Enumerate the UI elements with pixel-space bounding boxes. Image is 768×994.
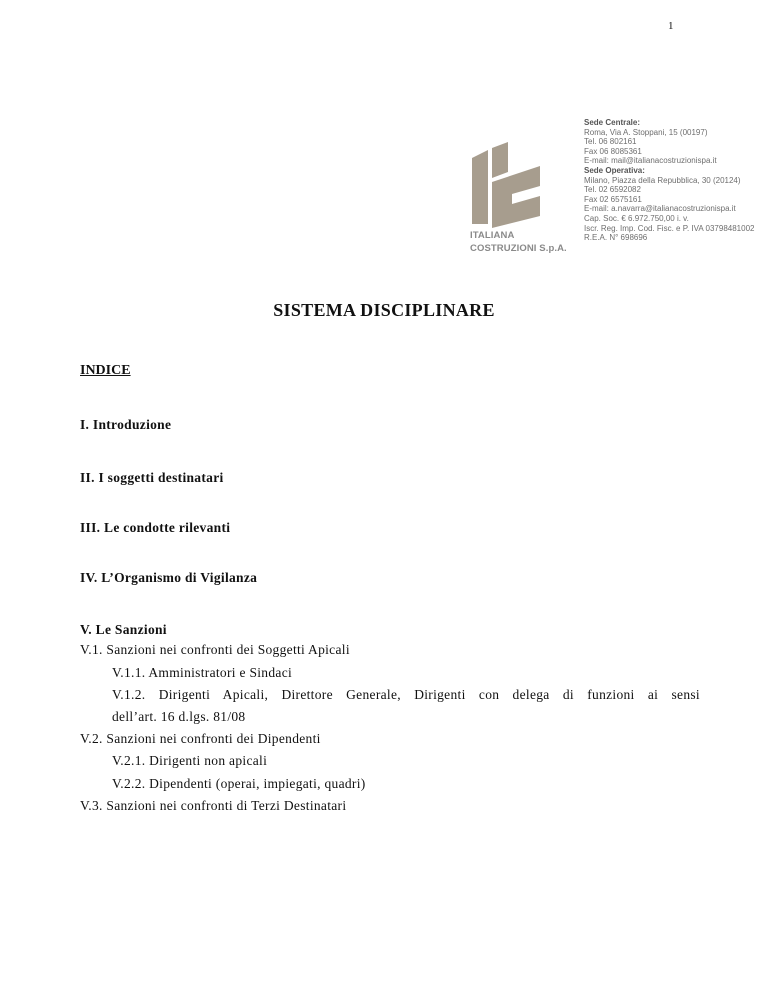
info-line: E-mail: a.navarra@italianacostruzionispa.it [584,204,736,214]
info-line: Tel. 06 802161 [584,137,637,147]
info-line: Roma, Via A. Stoppani, 15 (00197) [584,127,708,137]
company-logo [470,142,570,254]
logo-line-1: ITALIANA [470,230,515,241]
logo-shape-2 [492,142,508,178]
logo-shape-1 [472,150,488,224]
toc-entry: V.2.2. Dipendenti (operai, impiegati, quadri) [112,776,366,791]
toc-section: III. Le condotte rilevanti [80,520,231,535]
toc-entry: V.2. Sanzioni nei confronti dei Dipendenti [80,731,321,746]
info-section-heading: Sede Centrale: [584,118,641,127]
info-line: Iscr. Reg. Imp. Cod. Fisc. e P. IVA 03798481002 [584,223,755,233]
info-line: E-mail: mail@italianacostruzionispa.it [584,156,717,166]
toc-entry: V.1.2. Dirigenti Apicali, Direttore Generale, Dirigenti con delega di funzioni ai sensi [112,687,700,702]
toc-entry: dell’art. 16 d.lgs. 81/08 [112,709,246,724]
info-line: Fax 02 6575161 [584,194,642,204]
toc-entry: V.2.1. Dirigenti non apicali [112,753,268,768]
toc-section: IV. L’Organismo di Vigilanza [80,570,258,585]
logo-line-2: COSTRUZIONI S.p.A. [470,243,567,254]
company-contact-info [584,118,764,243]
info-line: Milano, Piazza della Repubblica, 30 (20124) [584,175,741,185]
letterhead [470,118,760,258]
logo-shape-3 [492,166,540,228]
info-line: Fax 06 8085361 [584,146,642,156]
info-line: Tel. 02 6592082 [584,185,641,195]
page-number: 1 [668,20,674,32]
logo-mark-icon [470,142,542,228]
toc-entry: V.1.1. Amministratori e Sindaci [112,665,293,680]
info-line: R.E.A. N° 698696 [584,233,648,243]
toc-entry: V.1. Sanzioni nei confronti dei Soggetti Apicali [80,642,350,657]
info-line: Cap. Soc. € 6.972.750,00 i. v. [584,213,689,223]
index-heading: INDICE [80,363,131,378]
toc-section: II. I soggetti destinatari [80,470,224,485]
toc-section: V. Le Sanzioni [80,622,167,637]
toc-section: I. Introduzione [80,417,172,432]
document-title: SISTEMA DISCIPLINARE [273,300,495,320]
toc-entry: V.3. Sanzioni nei confronti di Terzi Destinatari [80,798,347,813]
info-section-heading: Sede Operativa: [584,165,645,175]
